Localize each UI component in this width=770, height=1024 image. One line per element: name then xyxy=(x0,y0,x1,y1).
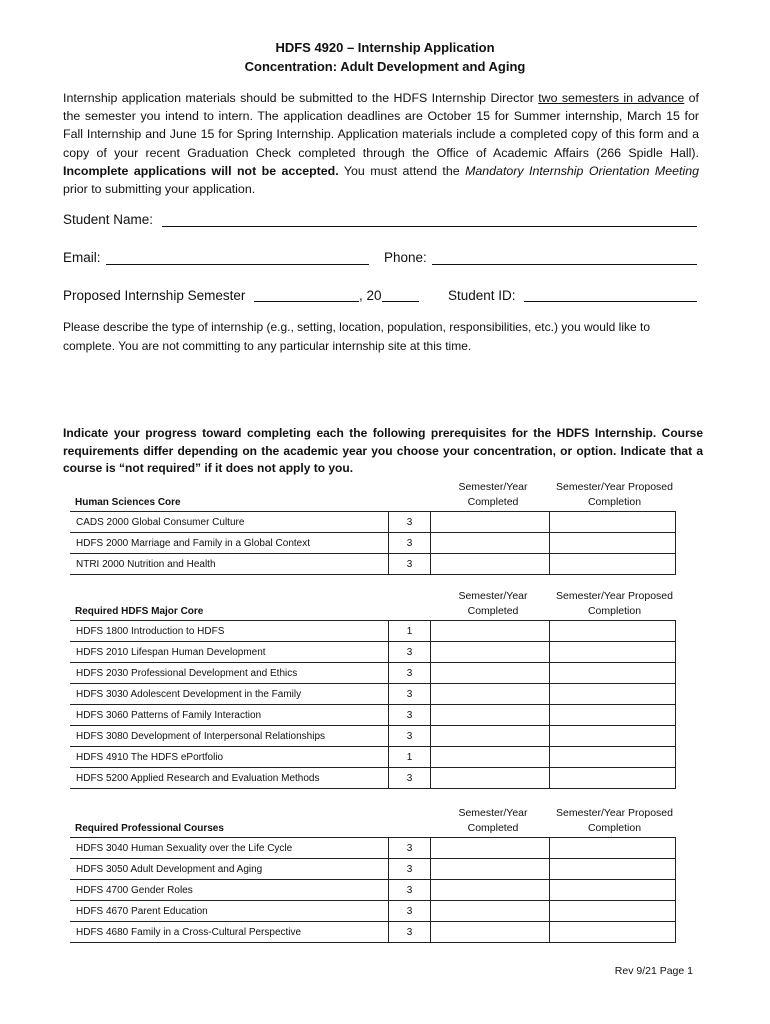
course-credits: 3 xyxy=(389,642,431,663)
proposed-cell[interactable] xyxy=(550,663,676,684)
proposed-cell[interactable] xyxy=(550,747,676,768)
course-credits: 3 xyxy=(389,684,431,705)
course-credits: 3 xyxy=(389,901,431,922)
table-row xyxy=(70,554,676,575)
table-row xyxy=(70,859,676,880)
course-name: HDFS 4680 Family in a Cross-Cultural Perspective xyxy=(70,922,389,943)
completed-cell[interactable] xyxy=(431,705,550,726)
course-name: HDFS 4700 Gender Roles xyxy=(70,880,389,901)
course-name: HDFS 3060 Patterns of Family Interaction xyxy=(70,705,389,726)
course-credits: 1 xyxy=(389,747,431,768)
email-label: Email: xyxy=(63,250,101,265)
course-credits: 3 xyxy=(389,726,431,747)
table-row xyxy=(70,747,676,768)
course-credits: 3 xyxy=(389,512,431,533)
table-row xyxy=(70,512,676,533)
completed-cell[interactable] xyxy=(431,880,550,901)
course-name: HDFS 2000 Marriage and Family in a Global Context xyxy=(70,533,389,554)
section-title: Human Sciences Core xyxy=(75,497,181,508)
table-row xyxy=(70,922,676,943)
course-credits: 3 xyxy=(389,880,431,901)
student-name-label: Student Name: xyxy=(63,212,154,227)
course-credits: 3 xyxy=(389,768,431,789)
course-credits: 3 xyxy=(389,859,431,880)
course-name: HDFS 2030 Professional Development and Ethics xyxy=(70,663,389,684)
course-credits: 3 xyxy=(389,922,431,943)
completed-cell[interactable] xyxy=(431,663,550,684)
concentration-title: Concentration: Adult Development and Aging xyxy=(244,59,526,74)
description-prompt: Please describe the type of internship (e.g., setting, location, population, responsibilities, etc.) you would like to complete. You are not committing to any particular internship site at this time. xyxy=(63,320,650,353)
completed-column-header: Semester/Year Completed xyxy=(458,590,528,617)
phone-label: Phone: xyxy=(384,250,427,265)
course-table xyxy=(70,620,676,789)
proposed-cell[interactable] xyxy=(550,533,676,554)
course-name: HDFS 4670 Parent Education xyxy=(70,901,389,922)
proposed-cell[interactable] xyxy=(550,642,676,663)
completed-cell[interactable] xyxy=(431,684,550,705)
page-footer: Rev 9/21 Page 1 xyxy=(614,965,693,977)
completed-cell[interactable] xyxy=(431,901,550,922)
course-table xyxy=(70,511,676,575)
student-name-field[interactable] xyxy=(162,226,697,227)
completed-cell[interactable] xyxy=(431,533,550,554)
proposed-cell[interactable] xyxy=(550,705,676,726)
course-name: HDFS 3030 Adolescent Development in the Family xyxy=(70,684,389,705)
orientation-meeting: Mandatory Internship Orientation Meeting xyxy=(465,163,699,178)
course-credits: 3 xyxy=(389,663,431,684)
course-name: NTRI 2000 Nutrition and Health xyxy=(70,554,389,575)
form-title: HDFS 4920 – Internship Application xyxy=(275,40,495,55)
table-row xyxy=(70,901,676,922)
proposed-cell[interactable] xyxy=(550,684,676,705)
proposed-column-header: Semester/Year Proposed Completion xyxy=(556,590,673,617)
course-name: HDFS 3050 Adult Development and Aging xyxy=(70,859,389,880)
completed-column-header: Semester/Year Completed xyxy=(458,481,528,508)
proposed-cell[interactable] xyxy=(550,512,676,533)
email-field[interactable] xyxy=(106,264,369,265)
proposed-cell[interactable] xyxy=(550,880,676,901)
course-name: HDFS 1800 Introduction to HDFS xyxy=(70,621,389,642)
incomplete-warning: Incomplete applications will not be accepted. xyxy=(63,163,339,178)
completed-cell[interactable] xyxy=(431,554,550,575)
progress-instructions: Indicate your progress toward completing each the following prerequisites for the HDFS Internship. Course requirements differ depending on the academic year you choose your concentration, or option. Indicate that a course is “not required” if it does not apply to you. xyxy=(63,426,703,475)
proposed-cell[interactable] xyxy=(550,859,676,880)
section-title: Required HDFS Major Core xyxy=(75,606,204,617)
year-field[interactable] xyxy=(382,301,419,302)
completed-cell[interactable] xyxy=(431,768,550,789)
course-credits: 3 xyxy=(389,533,431,554)
proposed-cell[interactable] xyxy=(550,726,676,747)
student-id-label: Student ID: xyxy=(448,288,516,303)
student-id-field[interactable] xyxy=(524,301,697,302)
course-credits: 3 xyxy=(389,554,431,575)
course-credits: 1 xyxy=(389,621,431,642)
course-name: HDFS 2010 Lifespan Human Development xyxy=(70,642,389,663)
year-prefix: , 20 xyxy=(359,288,382,303)
proposed-column-header: Semester/Year Proposed Completion xyxy=(556,807,673,834)
table-row xyxy=(70,838,676,859)
proposed-cell[interactable] xyxy=(550,901,676,922)
two-semesters-emphasis: two semesters in advance xyxy=(538,91,685,105)
completed-cell[interactable] xyxy=(431,747,550,768)
table-row xyxy=(70,533,676,554)
table-row xyxy=(70,768,676,789)
course-credits: 3 xyxy=(389,705,431,726)
semester-field[interactable] xyxy=(254,301,359,302)
table-row xyxy=(70,705,676,726)
semester-label: Proposed Internship Semester xyxy=(63,288,246,303)
proposed-cell[interactable] xyxy=(550,838,676,859)
completed-cell[interactable] xyxy=(431,512,550,533)
completed-column-header: Semester/Year Completed xyxy=(458,807,528,834)
completed-cell[interactable] xyxy=(431,859,550,880)
completed-cell[interactable] xyxy=(431,838,550,859)
course-name: CADS 2000 Global Consumer Culture xyxy=(70,512,389,533)
intro-paragraph: Internship application materials should be submitted to the HDFS Internship Director two semesters in advance of the semester you intend to intern. The application deadlines are October 15 for Summer internship, March 15 for Fall Internship and June 15 for Spring Internship. Application materials include a completed copy of this form and a copy of your recent Graduation Check completed through the Office of Academic Affairs (266 Spidle Hall). Incomplete applications will not be accepted. You must attend the Mandatory Internship Orientation Meeting prior to submitting your application. xyxy=(63,91,699,197)
course-name: HDFS 3040 Human Sexuality over the Life Cycle xyxy=(70,838,389,859)
course-table xyxy=(70,837,676,943)
table-row xyxy=(70,684,676,705)
table-row xyxy=(70,880,676,901)
completed-cell[interactable] xyxy=(431,621,550,642)
course-credits: 3 xyxy=(389,838,431,859)
proposed-cell[interactable] xyxy=(550,922,676,943)
table-row xyxy=(70,663,676,684)
course-name: HDFS 3080 Development of Interpersonal Relationships xyxy=(70,726,389,747)
proposed-cell[interactable] xyxy=(550,554,676,575)
completed-cell[interactable] xyxy=(431,642,550,663)
course-name: HDFS 4910 The HDFS ePortfolio xyxy=(70,747,389,768)
section-title: Required Professional Courses xyxy=(75,823,224,834)
table-row xyxy=(70,642,676,663)
completed-cell[interactable] xyxy=(431,726,550,747)
phone-field[interactable] xyxy=(432,264,697,265)
proposed-cell[interactable] xyxy=(550,621,676,642)
description-answer-area[interactable] xyxy=(63,358,703,414)
table-row xyxy=(70,726,676,747)
table-row xyxy=(70,621,676,642)
proposed-column-header: Semester/Year Proposed Completion xyxy=(556,481,673,508)
completed-cell[interactable] xyxy=(431,922,550,943)
proposed-cell[interactable] xyxy=(550,768,676,789)
course-name: HDFS 5200 Applied Research and Evaluation Methods xyxy=(70,768,389,789)
